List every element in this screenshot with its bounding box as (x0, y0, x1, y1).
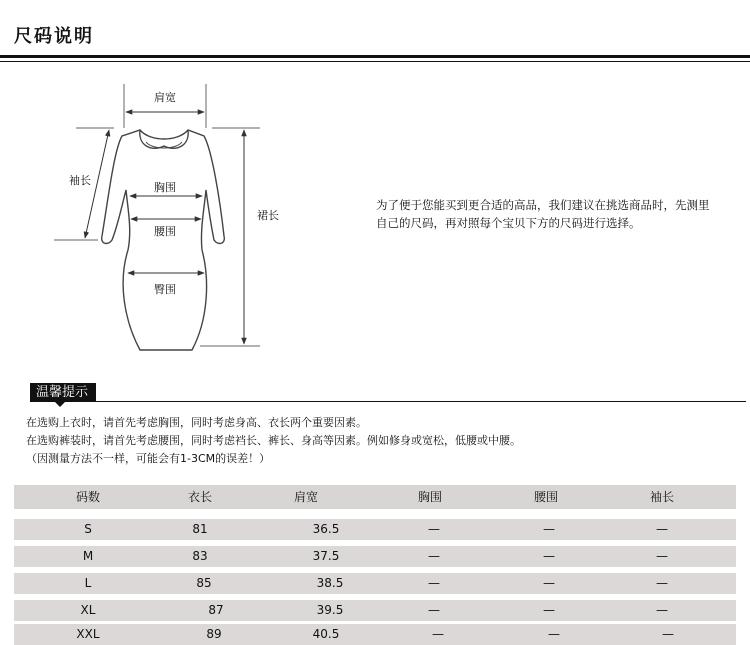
cell-sleeve: — (656, 549, 668, 563)
cell-length: 83 (192, 549, 208, 563)
cell-shoulder: 38.5 (316, 576, 344, 590)
chest-label: 胸围 (154, 181, 176, 194)
title-divider-thin (0, 61, 750, 62)
skirt-length-label: 裙长 (257, 209, 279, 222)
tips-list (26, 414, 521, 468)
shoulder-width-label: 肩宽 (154, 91, 176, 104)
cell-chest: — (428, 603, 440, 617)
table-row (14, 600, 736, 621)
cell-size: XXL (76, 627, 100, 641)
cell-size: S (84, 522, 92, 536)
page-title: 尺码说明 (14, 26, 94, 47)
cell-length: 81 (192, 522, 208, 536)
hip-label: 臀围 (154, 283, 176, 296)
measurement-advice (376, 196, 746, 232)
header-length: 衣长 (187, 490, 212, 504)
cell-length: 85 (196, 576, 212, 590)
tips-divider (30, 401, 746, 402)
cell-shoulder: 36.5 (312, 522, 340, 536)
table-row (14, 573, 736, 594)
cell-chest: — (428, 549, 440, 563)
cell-size: L (84, 576, 92, 590)
advice-line: 为了便于您能买到更合适的高品，我们建议在挑选商品时，先测里 (376, 198, 710, 212)
waist-label: 腰围 (154, 225, 176, 238)
header-sleeve: 袖长 (649, 490, 674, 504)
tip-line: 在选购裤装时，请首先考虑腰围，同时考虑裆长、裤长、身高等因素。例如修身或宽松，低腰或中腰。 (26, 434, 521, 447)
cell-chest: — (428, 576, 440, 590)
advice-line: 自己的尺码，再对照每个宝贝下方的尺码进行选择。 (376, 216, 641, 230)
cell-shoulder: 40.5 (312, 627, 340, 641)
size-table-header (14, 485, 736, 509)
dress-measurement-diagram (40, 70, 280, 360)
header-waist: 腰围 (533, 490, 558, 504)
cell-shoulder: 39.5 (316, 603, 344, 617)
cell-waist: — (548, 627, 560, 641)
dress-outline (102, 130, 225, 350)
cell-waist: — (543, 549, 555, 563)
sleeve-length-label: 袖长 (69, 174, 91, 187)
cell-sleeve: — (656, 522, 668, 536)
table-row (14, 546, 736, 567)
table-row (14, 519, 736, 540)
tip-line: 在选购上衣时，请首先考虑胸围，同时考虑身高、衣长两个重要因素。 (26, 416, 367, 429)
cell-shoulder: 37.5 (312, 549, 340, 563)
header-size: 码数 (75, 490, 100, 504)
cell-sleeve: — (656, 603, 668, 617)
cell-sleeve: — (662, 627, 674, 641)
title-divider-thick (0, 55, 750, 58)
table-row (14, 624, 736, 645)
tip-line: （因测量方法不一样，可能会有1-3CM的误差！） (26, 452, 271, 465)
cell-length: 87 (208, 603, 224, 617)
header-shoulder: 肩宽 (293, 490, 318, 504)
cell-waist: — (543, 522, 555, 536)
cell-sleeve: — (656, 576, 668, 590)
cell-chest: — (428, 522, 440, 536)
cell-waist: — (543, 603, 555, 617)
header-chest: 胸围 (417, 490, 442, 504)
tips-heading: 温馨提示 (30, 383, 96, 402)
cell-size: M (82, 549, 94, 563)
cell-chest: — (432, 627, 444, 641)
cell-size: XL (80, 603, 96, 617)
cell-waist: — (543, 576, 555, 590)
cell-length: 89 (206, 627, 222, 641)
